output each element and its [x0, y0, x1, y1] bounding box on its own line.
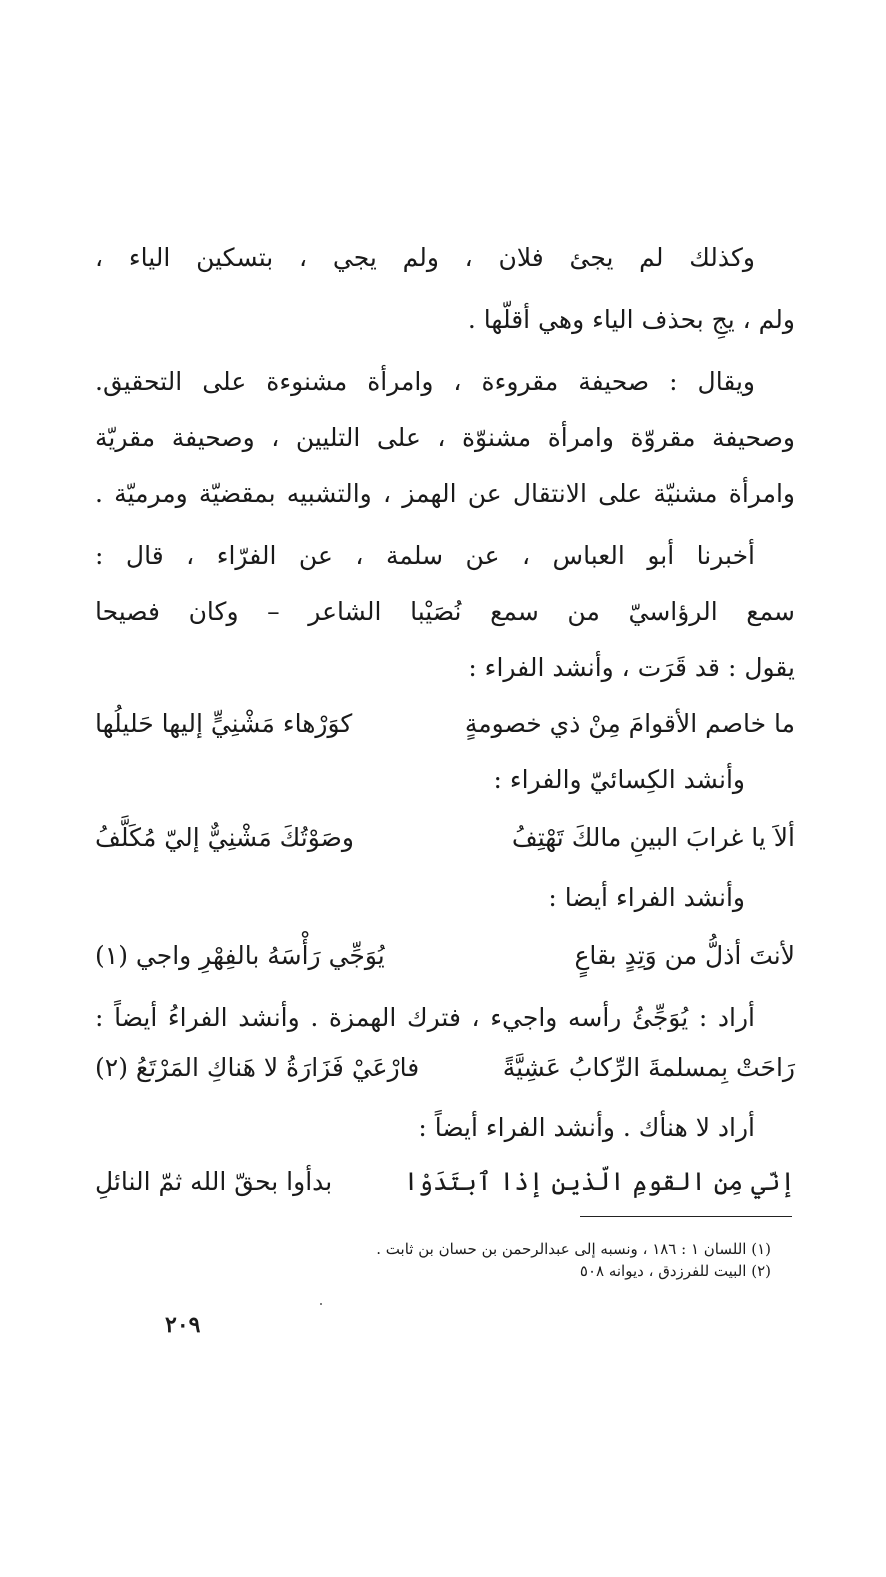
- verse-hemistich-first: ما خاصم الأقوامَ مِنْ ذي خصومةٍ: [464, 709, 795, 738]
- poetry-verse: [95, 702, 795, 746]
- text-line: أراد لا هنأك . وأنشد الفراء أيضاً :: [418, 1113, 755, 1142]
- footnote: (١) اللسان ١ : ١٨٦ ، ونسبه إلى عبدالرحمن بن حسان بن ثابت .: [376, 1240, 771, 1258]
- stray-mark: [320, 1303, 322, 1305]
- text-line: ويقال : صحيفة مقروءة ، وامرأة مشنوءة على التحقيق.: [95, 367, 755, 396]
- verse-hemistich-second: بدأوا بحقّ الله ثمّ النائلِ: [95, 1167, 333, 1196]
- text-line: وكذلك لم يجئ فلان ، ولم يجي ، بتسكين الياء ،: [95, 243, 755, 272]
- footnote-divider: [580, 1216, 792, 1217]
- poetry-verse: [95, 934, 795, 978]
- poetry-verse: [95, 1046, 795, 1090]
- text-line: وصحيفة مقروّة وامرأة مشنوّة ، على التليين ، وصحيفة مقريّة: [95, 423, 795, 452]
- text-line: وأنشد الكِسائيّ والفراء :: [493, 765, 745, 794]
- text-line: أراد : يُوَجِّئُ رأسه واجيء ، فترك الهمزة . وأنشد الفراءُ أيضاً :: [95, 1003, 755, 1032]
- footnote: (٢) البيت للفرزدق ، ديوانه ٥٠٨: [579, 1262, 771, 1280]
- verse-hemistich-first: لأنتَ أذلُّ من وَتِدٍ بقاعٍ: [574, 941, 795, 970]
- verse-hemistich-first: إنّي مِن القومِ الّذين إذا ٱبتَدَوْا: [403, 1167, 795, 1196]
- poetry-verse: [95, 816, 795, 860]
- footnotes: [231, 1238, 771, 1282]
- text-line: سمع الرؤاسيّ من سمع نُصَيْبا الشاعر – وكان فصيحا: [95, 597, 795, 626]
- text-line: أخبرنا أبو العباس ، عن سلمة ، عن الفرّاء ، قال :: [95, 541, 755, 570]
- text-line: وأنشد الفراء أيضا :: [548, 883, 745, 912]
- verse-hemistich-first: رَاحَتْ بِمسلمةَ الرِّكابُ عَشِيَّةً: [502, 1053, 795, 1082]
- text-line: وامرأة مشنيّة على الانتقال عن الهمز ، والتشبيه بمقضيّة ومرميّة .: [95, 479, 795, 508]
- page-number: ٢٠٩: [165, 1312, 201, 1338]
- verse-hemistich-second: كوَرْهاء مَشْنِيٍّ إليها حَليلُها: [95, 709, 353, 738]
- text-line: ولم ، يجِ بحذف الياء وهي أقلّها .: [467, 305, 795, 334]
- text-line: يقول : قد قَرَت ، وأنشد الفراء :: [468, 653, 795, 682]
- verse-hemistich-second: يُوَجِّي رَأْسَهُ بالفِهْرِ واجي (١): [95, 941, 385, 970]
- verse-hemistich-first: ألاَ يا غرابَ البينِ مالكَ تَهْتِفُ: [511, 823, 795, 852]
- verse-hemistich-second: وصَوْتُكَ مَشْنِيٌّ إليّ مُكَلَّفُ: [95, 823, 354, 852]
- verse-hemistich-second: فارْعَيْ فَزَارَةُ لا هَناكِ المَرْتَعُ (٢): [95, 1053, 420, 1082]
- poetry-verse: [95, 1160, 795, 1204]
